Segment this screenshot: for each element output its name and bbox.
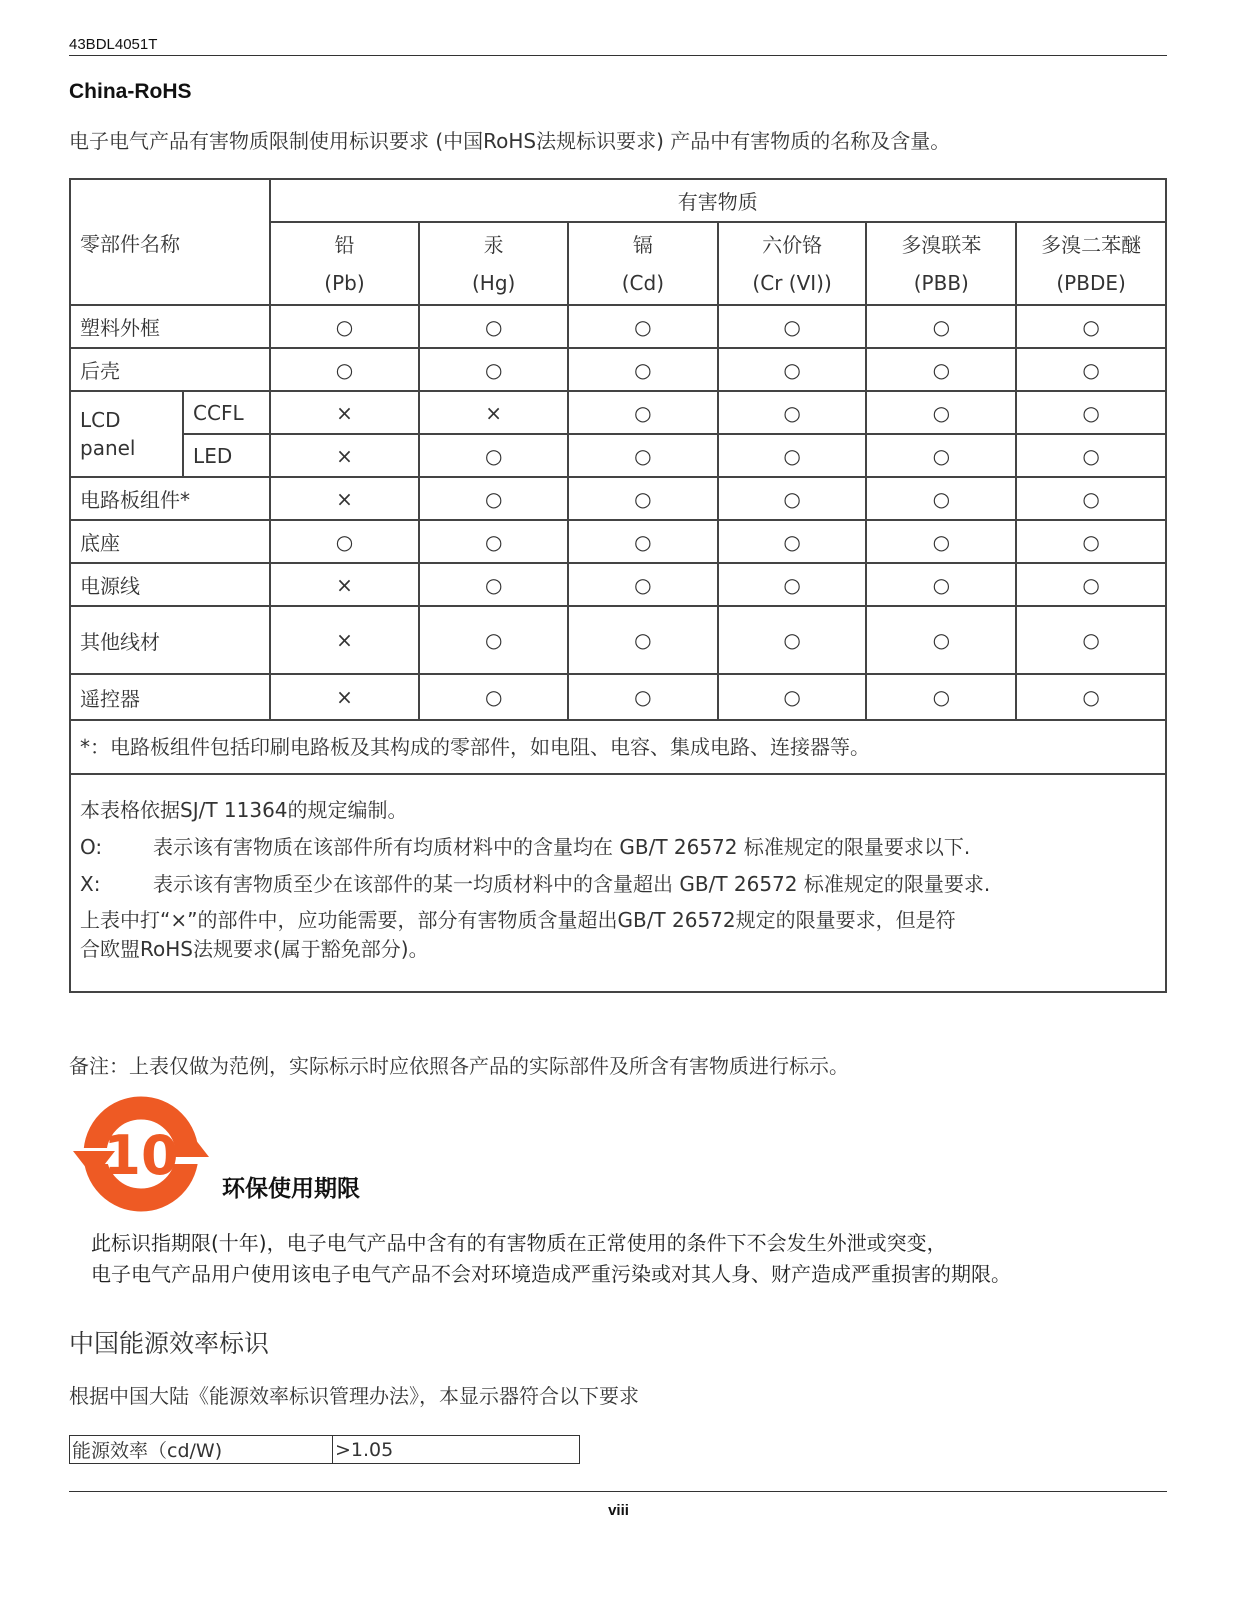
epup-desc-line-1: 此标识指期限(十年)，电子电气产品中含有的有害物质在正常使用的条件下不会发生外泄或突变， <box>91 1231 947 1255</box>
compliance-mark: ○ <box>718 606 867 674</box>
compliance-mark: ○ <box>568 391 718 434</box>
compliance-mark: ○ <box>866 348 1016 391</box>
compliance-mark: ○ <box>419 348 568 391</box>
part-name: 塑料外框 <box>70 305 270 348</box>
notes-extra-2: 合欧盟RoHS法规要求(属于豁免部分)。 <box>80 937 429 961</box>
substance-header <box>718 222 867 305</box>
compliance-mark: ○ <box>718 434 867 477</box>
compliance-mark: ○ <box>1016 606 1166 674</box>
logo-number: 10 <box>103 1124 179 1187</box>
notes-x-text: 表示该有害物质至少在该部件的某一均质材料中的含量超出 GB/T 26572 标准规定的限量要求. <box>153 872 991 896</box>
compliance-mark: ○ <box>866 563 1016 606</box>
compliance-mark: ○ <box>270 348 420 391</box>
compliance-mark: ○ <box>568 477 718 520</box>
substance-header <box>270 222 420 305</box>
energy-efficiency-table <box>69 1435 580 1464</box>
substance-header <box>866 222 1016 305</box>
compliance-mark: × <box>270 477 420 520</box>
substance-name: 铅 <box>334 232 355 257</box>
compliance-mark: ○ <box>718 348 867 391</box>
part-name: 后壳 <box>70 348 270 391</box>
compliance-mark: ○ <box>270 520 420 563</box>
remark-text: 备注：上表仅做为范例，实际标示时应依照各产品的实际部件及所含有害物质进行标示。 <box>69 1054 849 1078</box>
section-title: China-RoHS <box>69 80 192 103</box>
substance-symbol: (Pb) <box>324 270 365 295</box>
compliance-mark: ○ <box>568 434 718 477</box>
substance-name: 六价铬 <box>762 232 823 257</box>
compliance-mark: ○ <box>419 305 568 348</box>
notes-x-key: X: <box>80 872 101 896</box>
compliance-mark: × <box>419 391 568 434</box>
table-row <box>70 391 1166 434</box>
compliance-mark: ○ <box>270 305 420 348</box>
epup-desc-line-2: 电子电气产品用户使用该电子电气产品不会对环境造成严重污染或对其人身、财产造成严重损害的期限。 <box>91 1262 1011 1286</box>
compliance-mark: ○ <box>568 563 718 606</box>
epup-description <box>91 1228 1011 1290</box>
compliance-mark: ○ <box>1016 477 1166 520</box>
table-row <box>70 477 1166 520</box>
part-name: 电源线 <box>70 563 270 606</box>
model-number: 43BDL4051T <box>69 36 158 53</box>
notes-o-text: 表示该有害物质在该部件所有均质材料中的含量均在 GB/T 26572 标准规定的限量要求以下. <box>153 835 971 859</box>
compliance-mark: ○ <box>568 305 718 348</box>
compliance-mark: ○ <box>866 434 1016 477</box>
substance-header <box>419 222 568 305</box>
part-name: LED <box>183 434 270 477</box>
table-row <box>70 348 1166 391</box>
compliance-mark: × <box>270 606 420 674</box>
compliance-mark: ○ <box>718 477 867 520</box>
part-name: 电路板组件* <box>70 477 270 520</box>
substance-header <box>1016 222 1166 305</box>
substance-name: 汞 <box>483 232 504 257</box>
lcd-label-line-2: panel <box>80 436 136 460</box>
part-name: 底座 <box>70 520 270 563</box>
compliance-mark: ○ <box>419 434 568 477</box>
part-name: CCFL <box>183 391 270 434</box>
footer-divider <box>69 1491 1167 1492</box>
compliance-mark: ○ <box>419 606 568 674</box>
table-notes <box>70 774 1166 992</box>
compliance-mark: ○ <box>419 563 568 606</box>
epup-10-years-logo-icon <box>71 1090 216 1218</box>
substance-symbol: (PBB) <box>913 270 969 295</box>
compliance-mark: ○ <box>568 520 718 563</box>
compliance-mark: ○ <box>1016 520 1166 563</box>
epup-title: 环保使用期限 <box>222 1176 360 1202</box>
header-divider <box>69 55 1167 56</box>
compliance-mark: ○ <box>718 563 867 606</box>
table-row <box>70 606 1166 674</box>
compliance-mark: ○ <box>568 674 718 720</box>
compliance-mark: ○ <box>718 391 867 434</box>
compliance-mark: ○ <box>419 477 568 520</box>
compliance-mark: ○ <box>1016 391 1166 434</box>
part-name: 遥控器 <box>70 674 270 720</box>
part-name: 其他线材 <box>70 606 270 674</box>
rohs-table <box>69 178 1167 993</box>
compliance-mark: ○ <box>1016 305 1166 348</box>
compliance-mark: ○ <box>419 674 568 720</box>
section-intro: 电子电气产品有害物质限制使用标识要求 (中国RoHS法规标识要求) 产品中有害物质的名称及含量。 <box>69 129 951 153</box>
hazard-header: 有害物质 <box>270 179 1166 222</box>
energy-title: 中国能源效率标识 <box>69 1329 270 1358</box>
compliance-mark: × <box>270 434 420 477</box>
page-number: viii <box>608 1502 629 1519</box>
notes-basis: 本表格依据SJ/T 11364的规定编制。 <box>80 798 408 822</box>
compliance-mark: ○ <box>568 606 718 674</box>
substance-name: 多溴联苯 <box>901 232 982 257</box>
compliance-mark: ○ <box>866 391 1016 434</box>
compliance-mark: ○ <box>718 520 867 563</box>
compliance-mark: ○ <box>568 348 718 391</box>
compliance-mark: ○ <box>866 305 1016 348</box>
substance-symbol: (Cr (VI)) <box>752 270 832 295</box>
part-name-header: 零部件名称 <box>70 179 270 305</box>
compliance-mark: × <box>270 563 420 606</box>
substance-symbol: (Hg) <box>472 270 516 295</box>
substance-symbol: (PBDE) <box>1056 270 1126 295</box>
table-row <box>70 434 1166 477</box>
compliance-mark: ○ <box>866 606 1016 674</box>
table-row <box>70 563 1166 606</box>
compliance-mark: ○ <box>718 305 867 348</box>
notes-o-row <box>80 832 1156 863</box>
compliance-mark: ○ <box>419 520 568 563</box>
rohs-body <box>70 305 1166 720</box>
table-row <box>70 674 1166 720</box>
compliance-mark: ○ <box>1016 674 1166 720</box>
notes-extra-1: 上表中打“×”的部件中，应功能需要，部分有害物质含量超出GB/T 26572规定的限量要求，但是符 <box>80 908 956 932</box>
table-row <box>70 520 1166 563</box>
substance-name: 多溴二苯醚 <box>1041 232 1142 257</box>
compliance-mark: ○ <box>718 674 867 720</box>
compliance-mark: ○ <box>1016 348 1166 391</box>
compliance-mark: ○ <box>1016 434 1166 477</box>
compliance-mark: × <box>270 674 420 720</box>
lcd-label-line-1: LCD <box>80 408 121 432</box>
efficiency-value: >1.05 <box>333 1436 580 1464</box>
substance-name: 镉 <box>632 232 653 257</box>
lcd-panel-label <box>70 391 183 477</box>
substance-symbol: (Cd) <box>621 270 665 295</box>
compliance-mark: ○ <box>1016 563 1166 606</box>
table-row <box>70 305 1166 348</box>
efficiency-label: 能源效率（cd/W) <box>70 1436 333 1464</box>
compliance-mark: ○ <box>866 674 1016 720</box>
table-footnote: *：电路板组件包括印刷电路板及其构成的零部件，如电阻、电容、集成电路、连接器等。 <box>70 720 1166 774</box>
compliance-mark: ○ <box>866 477 1016 520</box>
notes-o-key: O: <box>80 835 103 859</box>
substance-header <box>568 222 718 305</box>
notes-x-row <box>80 869 1156 900</box>
compliance-mark: × <box>270 391 420 434</box>
energy-description: 根据中国大陆《能源效率标识管理办法》，本显示器符合以下要求 <box>69 1384 639 1408</box>
compliance-mark: ○ <box>866 520 1016 563</box>
